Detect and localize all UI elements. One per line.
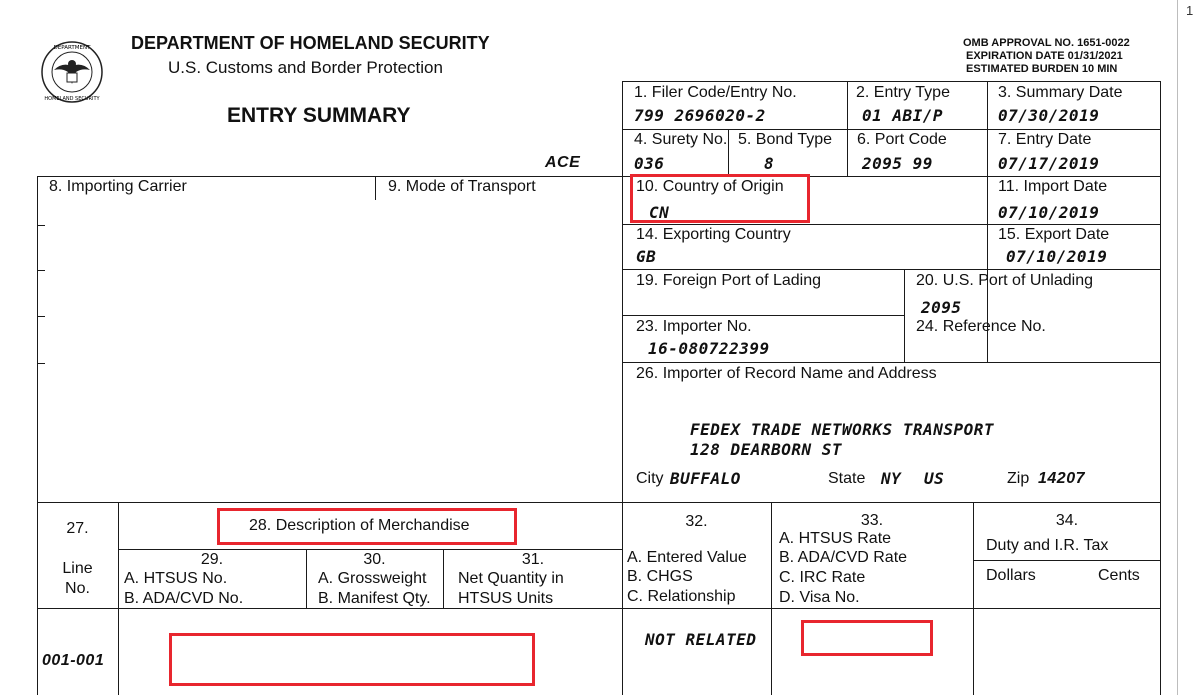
- col-27-number: 27.: [66, 520, 89, 537]
- col-30-grossweight: A. Grossweight: [318, 570, 427, 587]
- export-date-label: 15. Export Date: [998, 226, 1110, 243]
- col-33-htsus-rate: A. HTSUS Rate: [779, 530, 892, 547]
- us-port-value: 2095: [921, 298, 962, 317]
- col-32-chgs: B. CHGS: [627, 568, 693, 585]
- col-32-relationship: C. Relationship: [627, 588, 736, 605]
- expiration-date: EXPIRATION DATE 01/31/2021: [966, 50, 1123, 62]
- col-34-number: 34.: [1055, 512, 1079, 529]
- agency-title: DEPARTMENT OF HOMELAND SECURITY: [131, 33, 490, 53]
- row-1-line-no: 001-001: [42, 652, 105, 669]
- form-title: ENTRY SUMMARY: [227, 104, 411, 127]
- export-date-value: 07/10/2019: [1006, 247, 1108, 266]
- sub-agency: U.S. Customs and Border Protection: [168, 58, 443, 77]
- system-ace: ACE: [545, 154, 581, 171]
- bond-type-label: 5. Bond Type: [738, 131, 832, 148]
- us-port-label: 20. U.S. Port of Unlading: [916, 272, 1093, 289]
- col-33-visa-no: D. Visa No.: [779, 589, 860, 606]
- foreign-port-label: 19. Foreign Port of Lading: [636, 272, 822, 289]
- country-of-origin-label: 10. Country of Origin: [636, 178, 784, 195]
- importer-street: 128 DEARBORN ST: [690, 440, 842, 459]
- col-30-number: 30.: [363, 551, 386, 568]
- import-date-value: 07/10/2019: [998, 203, 1100, 222]
- importer-of-record-label: 26. Importer of Record Name and Address: [636, 365, 937, 382]
- highlight-description-value: [169, 633, 535, 686]
- filer-code-label: 1. Filer Code/Entry No.: [634, 84, 797, 101]
- zip-label: Zip: [1007, 470, 1030, 487]
- city-label: City: [636, 470, 664, 487]
- col-33-irc-rate: C. IRC Rate: [779, 569, 866, 586]
- reference-no-label: 24. Reference No.: [916, 318, 1046, 335]
- entry-type-value: 01 ABI/P: [862, 106, 944, 125]
- summary-date-value: 07/30/2019: [998, 106, 1100, 125]
- mode-of-transport-label: 9. Mode of Transport: [388, 178, 536, 195]
- import-date-label: 11. Import Date: [998, 178, 1108, 195]
- line-no-label-2: No.: [65, 580, 90, 597]
- country-of-origin-value: CN: [649, 203, 670, 222]
- importing-carrier-label: 8. Importing Carrier: [49, 178, 187, 195]
- col-29-adacvd: B. ADA/CVD No.: [124, 590, 244, 607]
- importer-no-label: 23. Importer No.: [636, 318, 752, 335]
- port-code-label: 6. Port Code: [857, 131, 947, 148]
- omb-approval: OMB APPROVAL NO. 1651-0022: [963, 37, 1130, 49]
- row-1-relationship: NOT RELATED: [645, 630, 757, 649]
- port-code-value: 2095 99: [862, 154, 933, 173]
- line-no-label-1: Line: [62, 560, 93, 577]
- col-32-number: 32.: [685, 513, 708, 530]
- col-33-adacvd-rate: B. ADA/CVD Rate: [779, 549, 908, 566]
- col-29-htsus: A. HTSUS No.: [124, 570, 228, 587]
- summary-date-label: 3. Summary Date: [998, 84, 1123, 101]
- surety-no-value: 036: [634, 154, 665, 173]
- col-32-entered-value: A. Entered Value: [627, 549, 747, 566]
- bond-type-value: 8: [764, 154, 775, 173]
- col-34-cents: Cents: [1098, 567, 1140, 584]
- col-28-description-label: 28. Description of Merchandise: [249, 517, 470, 534]
- col-31-number: 31.: [521, 551, 545, 568]
- highlight-country-of-origin: [630, 174, 810, 223]
- country-value: US: [924, 469, 945, 488]
- col-31-htsus-units: HTSUS Units: [458, 590, 554, 607]
- col-34-duty-tax: Duty and I.R. Tax: [986, 537, 1109, 554]
- importer-name: FEDEX TRADE NETWORKS TRANSPORT: [690, 420, 994, 439]
- exporting-country-value: GB: [636, 247, 657, 266]
- estimated-burden: ESTIMATED BURDEN 10 MIN: [966, 63, 1118, 75]
- filer-code-value: 799 2696020-2: [634, 106, 766, 125]
- exporting-country-label: 14. Exporting Country: [636, 226, 791, 243]
- seal-text-bottom: HOMELAND SECURITY: [44, 96, 100, 102]
- entry-date-value: 07/17/2019: [998, 154, 1100, 173]
- col-29-number: 29.: [200, 551, 224, 568]
- highlight-htsus-rate: [801, 620, 933, 656]
- dhs-seal: [40, 40, 104, 104]
- entry-type-label: 2. Entry Type: [856, 84, 950, 101]
- entry-date-label: 7. Entry Date: [998, 131, 1092, 148]
- highlight-description-header: [217, 508, 517, 545]
- col-33-number: 33.: [860, 512, 884, 529]
- zip-value: 14207: [1038, 470, 1085, 487]
- state-label: State: [828, 470, 866, 487]
- surety-no-label: 4. Surety No.: [634, 131, 728, 148]
- city-value: BUFFALO: [670, 469, 741, 488]
- seal-text-top: DEPARTMENT: [53, 45, 91, 51]
- page-number: 1: [1186, 3, 1194, 18]
- col-31-net-quantity: Net Quantity in: [458, 570, 564, 587]
- col-30-manifest-qty: B. Manifest Qty.: [318, 590, 431, 607]
- importer-no-value: 16-080722399: [648, 339, 770, 358]
- col-34-dollars: Dollars: [986, 567, 1036, 584]
- state-value: NY: [881, 469, 902, 488]
